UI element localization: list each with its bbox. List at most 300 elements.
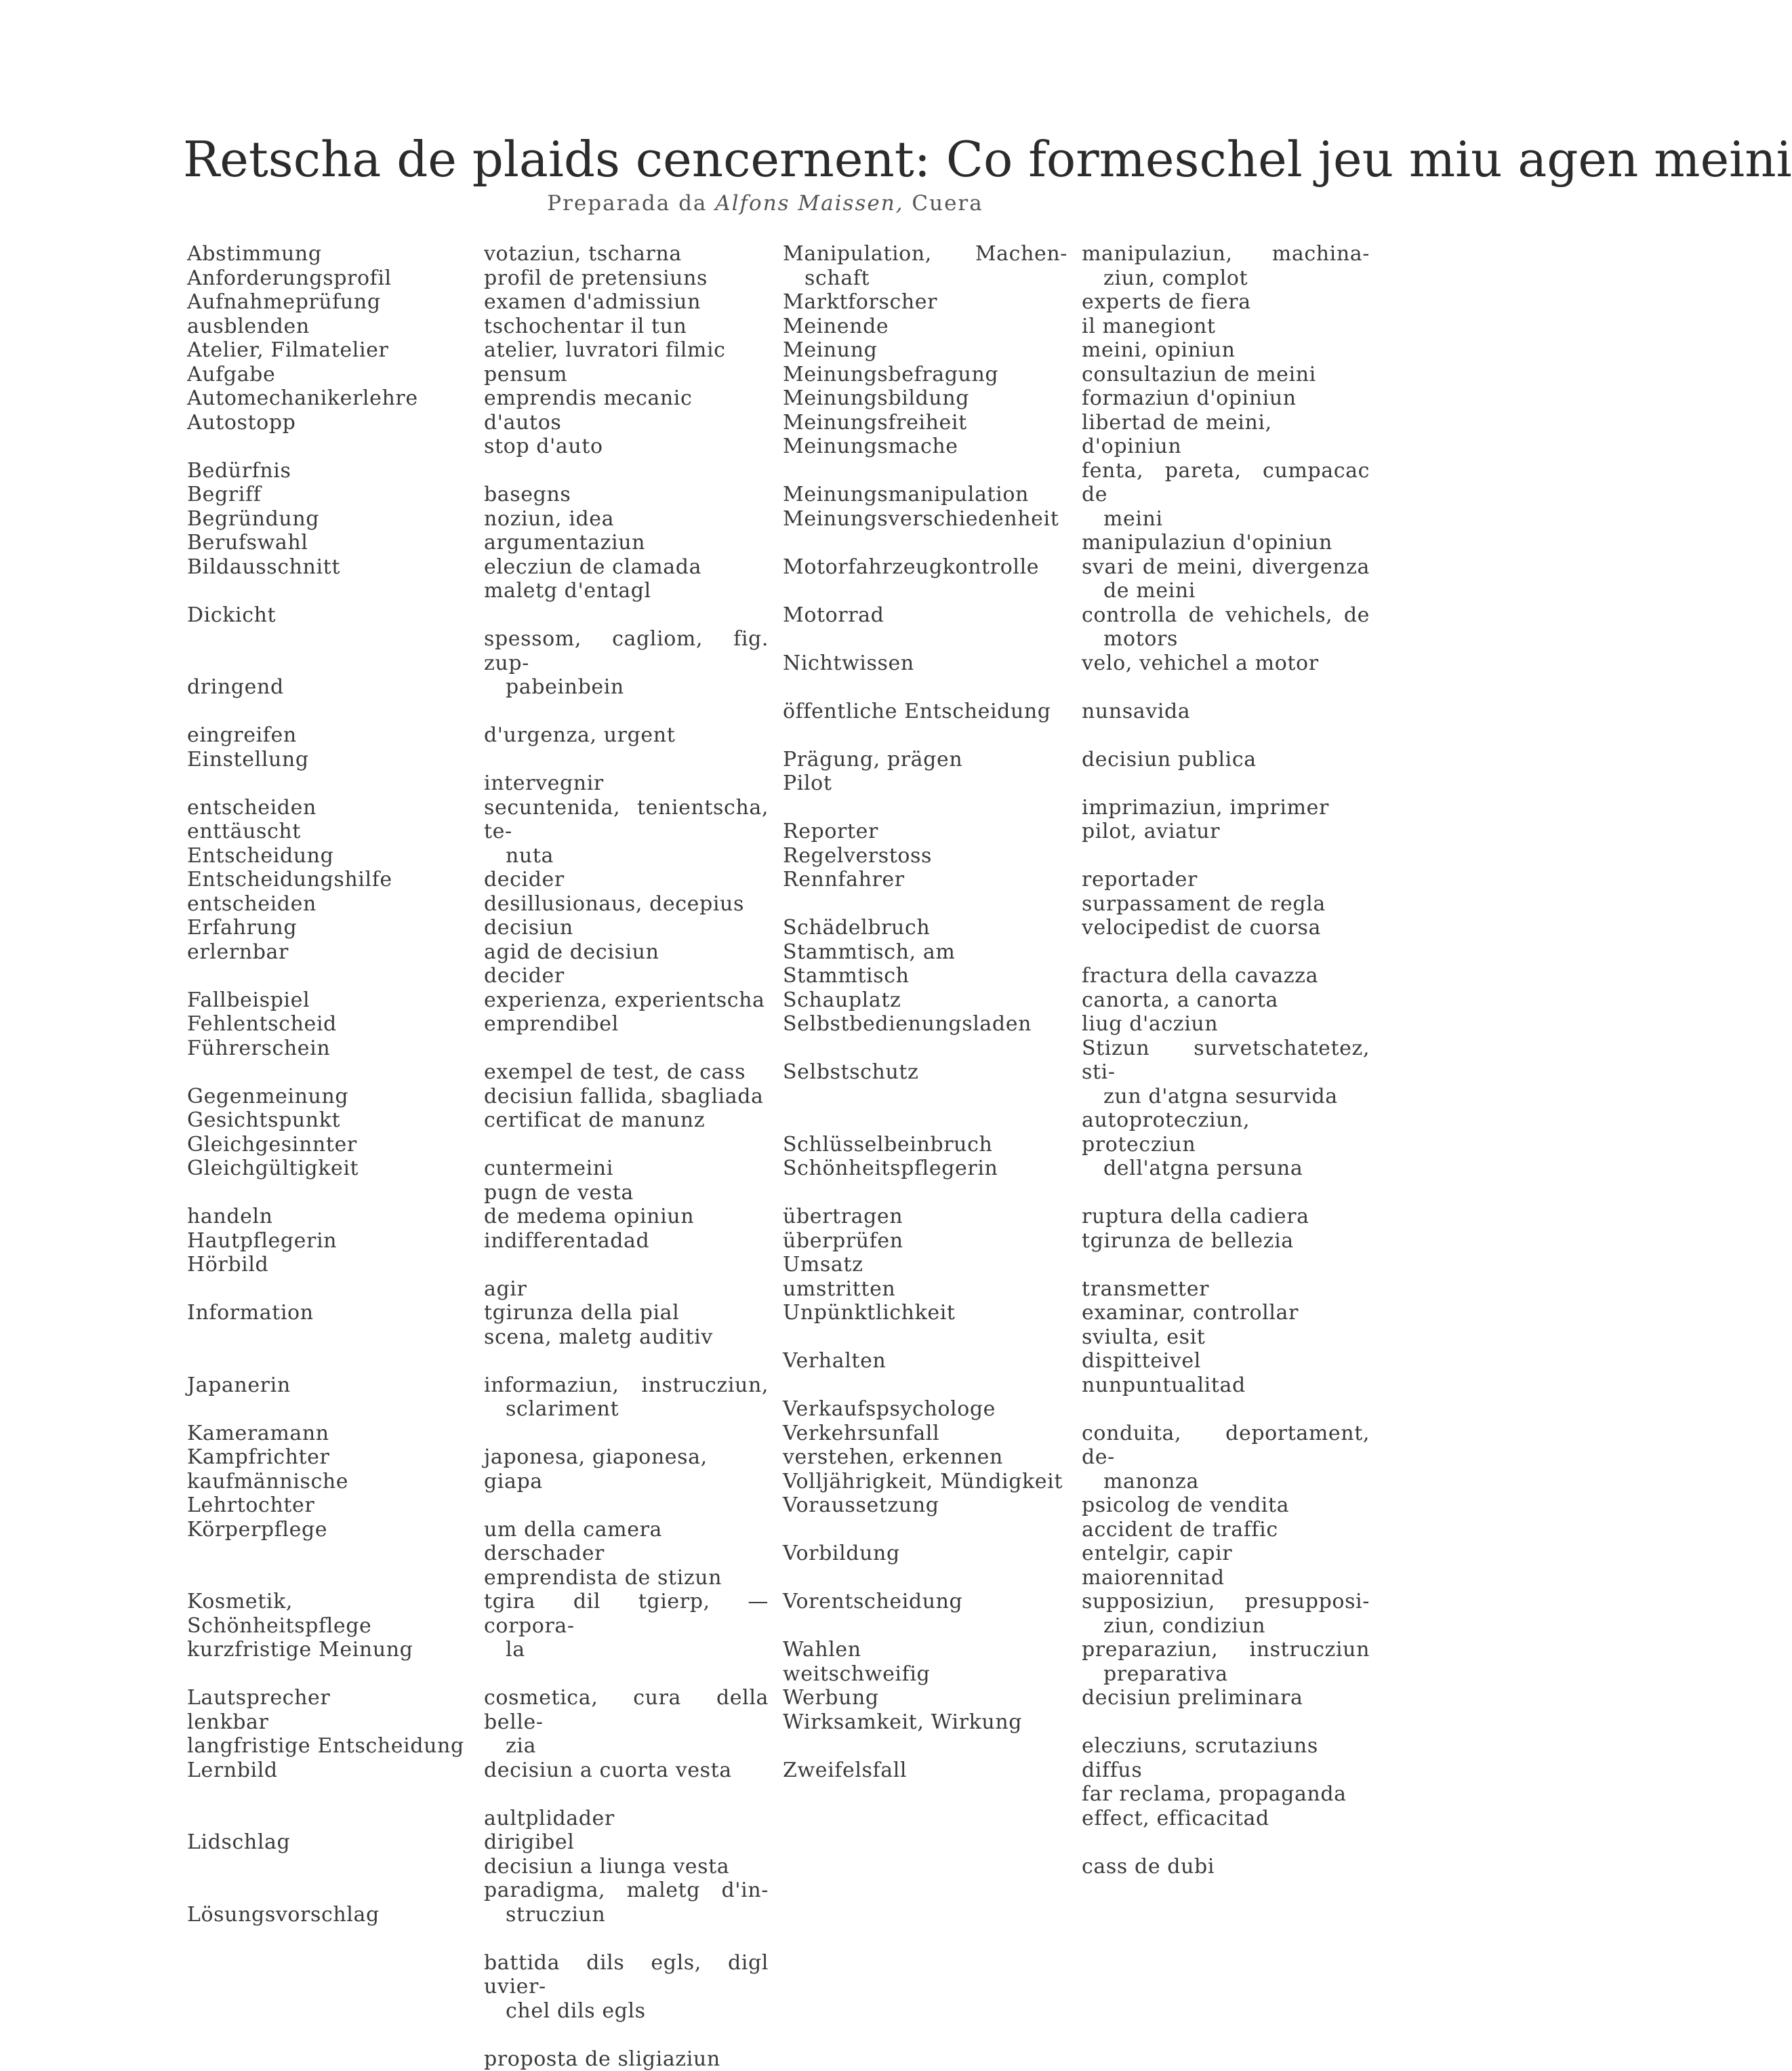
term-line: Lautsprecher: [187, 1686, 472, 1710]
romansh-term: [484, 868, 769, 892]
term-line: dispitteivel: [1082, 1349, 1370, 1373]
term-line: Motorfahrzeugkontrolle: [783, 555, 1067, 580]
term-line: Meinungsmanipulation: [783, 483, 1067, 507]
term-line: proposta de sligiaziun: [484, 2047, 769, 2071]
section-gap: [783, 627, 1067, 651]
romansh-term: [484, 1518, 769, 1542]
romansh-term: [1082, 1229, 1370, 1253]
term-line: Selbstschutz: [783, 1060, 1067, 1085]
term-line: Fehlentscheid: [187, 1012, 472, 1037]
term-line: spessom, cagliom, fig. zup-: [484, 627, 769, 675]
romansh-term: [1082, 964, 1370, 988]
term-line: Dickicht: [187, 603, 472, 628]
german-term: [187, 940, 472, 965]
term-line: Marktforscher: [783, 290, 1067, 315]
romansh-term: [1082, 748, 1370, 772]
romansh-term: [484, 1566, 769, 1590]
term-line: fenta, pareta, cumpacac de: [1082, 459, 1370, 507]
term-line: manipulaziun, machina-: [1082, 242, 1370, 266]
romansh-term: [1082, 1037, 1370, 1109]
term-line: stop d'auto: [484, 435, 769, 459]
german-term: [187, 1903, 472, 1927]
romansh-term: [484, 1060, 769, 1085]
term-continuation: chel dils egls: [484, 1999, 769, 2024]
term-line: secuntenida, tenientscha, te-: [484, 796, 769, 844]
term-line: Zweifelsfall: [783, 1758, 1067, 1783]
german-term: [783, 603, 1067, 628]
term-line: nunsavida: [1082, 700, 1370, 724]
term-continuation: motors: [1082, 627, 1370, 651]
term-line: examen d'admissiun: [484, 290, 769, 315]
section-gap: [783, 1108, 1067, 1133]
term-line: tschochentar il tun: [484, 315, 769, 339]
section-gap: [1082, 940, 1370, 965]
german-term: [187, 531, 472, 555]
german-term: [783, 1686, 1067, 1710]
romansh-term: [1082, 315, 1370, 339]
german-term: [187, 315, 472, 339]
romansh-term: [484, 627, 769, 700]
section-gap: [187, 1397, 472, 1422]
romansh-term: [1082, 868, 1370, 892]
term-line: pilot, aviatur: [1082, 820, 1370, 844]
term-line: Abstimmung: [187, 242, 472, 266]
term-line: agir: [484, 1277, 769, 1302]
german-term: [187, 1157, 472, 1181]
term-line: Werbung: [783, 1686, 1067, 1710]
german-term: [187, 868, 472, 892]
german-term: [187, 1037, 472, 1061]
term-line: Führerschein: [187, 1037, 472, 1061]
term-line: Kosmetik, Schönheitspflege: [187, 1590, 472, 1638]
romansh-term: [484, 1012, 769, 1037]
term-line: meini, opiniun: [1082, 338, 1370, 363]
term-line: Meinungsverschiedenheit: [783, 507, 1067, 531]
romansh-term: [484, 315, 769, 339]
german-term: [187, 1638, 472, 1662]
term-line: decisiun fallida, sbagliada: [484, 1085, 769, 1109]
term-continuation: zun d'atgna sesurvida: [1082, 1085, 1370, 1109]
romansh-term: [1082, 988, 1370, 1013]
german-term: [783, 1758, 1067, 1783]
term-line: Meinungsbefragung: [783, 363, 1067, 387]
german-term: [187, 1133, 472, 1157]
term-line: Kameramann: [187, 1422, 472, 1446]
german-term: [187, 386, 472, 411]
term-line: accident de traffic: [1082, 1518, 1370, 1542]
term-line: nunpuntualitad: [1082, 1373, 1370, 1398]
section-gap: [187, 964, 472, 988]
term-line: Anforderungsprofil: [187, 266, 472, 291]
romansh-term: [1082, 1734, 1370, 1758]
section-gap: [1082, 771, 1370, 796]
term-line: dringend: [187, 675, 472, 700]
romansh-term: [484, 507, 769, 531]
term-line: informaziun, instrucziun,: [484, 1373, 769, 1398]
term-line: Gesichtspunkt: [187, 1108, 472, 1133]
term-line: decider: [484, 964, 769, 988]
romansh-term: [1082, 1542, 1370, 1566]
term-line: intervegnir: [484, 771, 769, 796]
german-term: [783, 1301, 1067, 1325]
romansh-term: [1082, 1205, 1370, 1229]
page-subtitle: [0, 191, 1530, 216]
term-line: Entscheidung: [187, 844, 472, 868]
german-term: [783, 290, 1067, 315]
term-line: Schädelbruch: [783, 916, 1067, 940]
term-line: consultaziun de meini: [1082, 363, 1370, 387]
term-line: öffentliche Entscheidung: [783, 700, 1067, 724]
term-line: ausblenden: [187, 315, 472, 339]
romansh-term: [484, 531, 769, 555]
term-line: il manegiont: [1082, 315, 1370, 339]
romansh-term: [484, 1878, 769, 1927]
german-term: [783, 315, 1067, 339]
german-term: [783, 1133, 1067, 1157]
term-line: aultplidader: [484, 1807, 769, 1831]
section-gap: [783, 1734, 1067, 1758]
section-gap: [484, 1927, 769, 1951]
german-term: [783, 386, 1067, 411]
term-line: Schauplatz: [783, 988, 1067, 1013]
term-line: reportader: [1082, 868, 1370, 892]
german-term: [783, 651, 1067, 676]
german-column-right: [783, 242, 1067, 1782]
romansh-term: [484, 1951, 769, 2024]
section-gap: [484, 1493, 769, 1518]
german-term: [187, 1470, 472, 1518]
romansh-term: [484, 964, 769, 988]
term-line: certificat de manunz: [484, 1108, 769, 1133]
term-line: de medema opiniun: [484, 1205, 769, 1229]
german-term: [187, 363, 472, 387]
german-term: [187, 988, 472, 1013]
section-gap: [783, 1325, 1067, 1350]
term-line: Verkaufspsychologe: [783, 1397, 1067, 1422]
term-line: libertad de meini, d'opiniun: [1082, 411, 1370, 459]
romansh-term: [484, 579, 769, 603]
term-line: umstritten: [783, 1277, 1067, 1302]
term-line: surpassament de regla: [1082, 892, 1370, 917]
term-line: Automechanikerlehre: [187, 386, 472, 411]
section-gap: [783, 675, 1067, 700]
term-line: Nichtwissen: [783, 651, 1067, 676]
term-line: erlernbar: [187, 940, 472, 965]
term-line: transmetter: [1082, 1277, 1370, 1302]
romansh-term: [1082, 651, 1370, 676]
romansh-term: [484, 483, 769, 507]
term-line: battida dils egls, digl uvier-: [484, 1951, 769, 1999]
german-term: [187, 1830, 472, 1878]
german-term: [187, 507, 472, 531]
term-line: formaziun d'opiniun: [1082, 386, 1370, 411]
term-line: cuntermeini: [484, 1157, 769, 1181]
term-line: Wahlen: [783, 1638, 1067, 1662]
term-line: Reporter: [783, 820, 1067, 844]
term-line: cass de dubi: [1082, 1855, 1370, 1879]
romansh-term: [1082, 1493, 1370, 1518]
term-line: Stizun survetschatetez, sti-: [1082, 1037, 1370, 1085]
term-line: Meinungsfreiheit: [783, 411, 1067, 435]
romansh-term: [1082, 1277, 1370, 1302]
section-gap: [484, 1037, 769, 1061]
term-line: tgira dil tgierp, — corpora-: [484, 1590, 769, 1638]
term-line: entelgir, capir: [1082, 1542, 1370, 1566]
term-line: weitschweifig: [783, 1662, 1067, 1687]
romansh-term: [1082, 1108, 1370, 1181]
term-line: diffus: [1082, 1758, 1370, 1783]
term-line: Aufgabe: [187, 363, 472, 387]
term-continuation: nuta: [484, 844, 769, 868]
term-continuation: de meini: [1082, 579, 1370, 603]
german-term: [783, 555, 1067, 603]
section-gap: [187, 1349, 472, 1373]
term-line: fractura della cavazza: [1082, 964, 1370, 988]
german-column-left: [187, 242, 472, 1927]
german-term: [187, 1422, 472, 1446]
section-gap: [1082, 1253, 1370, 1277]
term-line: eingreifen: [187, 723, 472, 748]
term-line: Manipulation, Machen-: [783, 242, 1067, 266]
section-gap: [484, 2023, 769, 2047]
term-line: maletg d'entagl: [484, 579, 769, 603]
romansh-term: [484, 1157, 769, 1181]
romansh-term: [484, 892, 769, 917]
german-term: [187, 1518, 472, 1566]
section-gap: [187, 1878, 472, 1903]
romansh-term: [1082, 1758, 1370, 1783]
romansh-term: [1082, 820, 1370, 844]
german-term: [783, 700, 1067, 724]
section-gap: [187, 579, 472, 603]
term-line: basegns: [484, 483, 769, 507]
term-line: Vorentscheidung: [783, 1590, 1067, 1614]
term-line: derschader: [484, 1542, 769, 1566]
romansh-term: [1082, 338, 1370, 363]
term-continuation: manonza: [1082, 1470, 1370, 1494]
german-term: [783, 1445, 1067, 1470]
german-term: [783, 1277, 1067, 1302]
term-line: Bildausschnitt: [187, 555, 472, 580]
term-line: Japanerin: [187, 1373, 472, 1398]
romansh-term: [1082, 411, 1370, 459]
term-line: supposiziun, presupposi-: [1082, 1590, 1370, 1614]
romansh-term: [484, 1686, 769, 1758]
romansh-term: [484, 266, 769, 291]
german-term: [187, 723, 472, 748]
romansh-term: [1082, 700, 1370, 724]
term-line: Meinungsmache: [783, 435, 1067, 459]
romansh-term: [1082, 1301, 1370, 1325]
term-line: Selbstbedienungsladen: [783, 1012, 1067, 1037]
german-term: [187, 1710, 472, 1735]
german-term: [783, 1542, 1067, 1590]
german-term: [187, 1590, 472, 1638]
german-term: [783, 1349, 1067, 1397]
german-term: [187, 1445, 472, 1470]
romansh-term: [1082, 386, 1370, 411]
german-term: [783, 1710, 1067, 1735]
romansh-term: [1082, 1807, 1370, 1831]
term-continuation: la: [484, 1638, 769, 1662]
term-line: Berufswahl: [187, 531, 472, 555]
term-continuation: dell'atgna persuna: [1082, 1157, 1370, 1181]
romansh-term: [484, 1205, 769, 1229]
term-line: velo, vehichel a motor: [1082, 651, 1370, 676]
term-line: Fallbeispiel: [187, 988, 472, 1013]
german-term: [783, 1422, 1067, 1446]
term-line: elecziuns, scrutaziuns: [1082, 1734, 1370, 1758]
romansh-term: [1082, 892, 1370, 917]
term-line: atelier, luvratori filmic: [484, 338, 769, 363]
section-gap: [484, 1782, 769, 1807]
romansh-term: [1082, 796, 1370, 820]
section-gap: [484, 1662, 769, 1687]
romansh-term: [1082, 363, 1370, 387]
german-term: [187, 338, 472, 363]
german-term: [783, 748, 1067, 772]
subtitle-prefix: Preparada da: [547, 191, 707, 216]
romansh-term: [484, 2047, 769, 2071]
german-term: [187, 1012, 472, 1037]
romansh-term: [484, 1181, 769, 1205]
romansh-term: [484, 386, 769, 435]
term-line: langfristige Entscheidung: [187, 1734, 472, 1758]
term-line: Einstellung: [187, 748, 472, 772]
romansh-term: [1082, 1566, 1370, 1590]
term-line: Entscheidungshilfe: [187, 868, 472, 892]
term-continuation: meini: [1082, 507, 1370, 531]
romansh-term: [1082, 242, 1370, 290]
german-term: [783, 435, 1067, 483]
german-term: [187, 1686, 472, 1710]
term-line: svari de meini, divergenza: [1082, 555, 1370, 580]
term-line: kaufmännische Lehrtochter: [187, 1470, 472, 1518]
romansh-term: [484, 771, 769, 796]
page-title: Retscha de plaids cencernent: Co formeschel jeu miu agen meini: [183, 133, 1376, 186]
romansh-term: [484, 940, 769, 965]
section-gap: [783, 892, 1067, 917]
term-line: Erfahrung: [187, 916, 472, 940]
term-line: überprüfen: [783, 1229, 1067, 1253]
romansh-term: [1082, 1686, 1370, 1710]
romansh-term: [1082, 1590, 1370, 1638]
german-term: [783, 844, 1067, 868]
term-line: liug d'acziun: [1082, 1012, 1370, 1037]
romansh-term: [484, 363, 769, 387]
term-continuation: preparativa: [1082, 1662, 1370, 1687]
romansh-term: [484, 1807, 769, 1831]
romansh-term: [1082, 1782, 1370, 1807]
term-line: kurzfristige Meinung: [187, 1638, 472, 1662]
romansh-term: [484, 1542, 769, 1566]
german-term: [783, 820, 1067, 844]
german-term: [783, 868, 1067, 892]
section-gap: [187, 435, 472, 459]
term-line: Wirksamkeit, Wirkung: [783, 1710, 1067, 1735]
german-term: [187, 916, 472, 940]
term-line: Atelier, Filmatelier: [187, 338, 472, 363]
section-gap: [187, 1181, 472, 1205]
romansh-term: [1082, 290, 1370, 315]
term-line: tgirunza della pial: [484, 1301, 769, 1325]
term-line: Pilot: [783, 771, 1067, 796]
term-line: Verkehrsunfall: [783, 1422, 1067, 1446]
term-line: sviulta, esit: [1082, 1325, 1370, 1350]
term-line: Hautpflegerin: [187, 1229, 472, 1253]
term-line: Information: [187, 1301, 472, 1325]
german-term: [187, 1253, 472, 1277]
german-term: [783, 940, 1067, 988]
term-line: Stammtisch, am Stammtisch: [783, 940, 1067, 988]
term-line: Meinung: [783, 338, 1067, 363]
term-line: Unpünktlichkeit: [783, 1301, 1067, 1325]
section-gap: [187, 1277, 472, 1302]
german-term: [783, 1638, 1067, 1662]
romansh-term: [484, 1108, 769, 1133]
section-gap: [783, 723, 1067, 748]
romansh-term: [1082, 1325, 1370, 1350]
romansh-term: [484, 1830, 769, 1855]
term-line: preparaziun, instrucziun: [1082, 1638, 1370, 1662]
term-line: cosmetica, cura della belle-: [484, 1686, 769, 1734]
term-line: exempel de test, de cass: [484, 1060, 769, 1085]
term-line: conduita, deportament, de-: [1082, 1422, 1370, 1470]
german-term: [783, 411, 1067, 435]
section-gap: [1082, 675, 1370, 700]
subtitle-place: Cuera: [912, 191, 983, 216]
german-term: [187, 1085, 472, 1109]
term-line: Motorrad: [783, 603, 1067, 628]
term-line: handeln: [187, 1205, 472, 1229]
romansh-term: [484, 435, 769, 459]
term-line: velocipedist de cuorsa: [1082, 916, 1370, 940]
german-term: [187, 1205, 472, 1229]
romansh-term: [484, 1301, 769, 1325]
romansh-term: [1082, 531, 1370, 555]
term-line: Voraussetzung: [783, 1493, 1067, 1518]
term-line: emprendibel: [484, 1012, 769, 1037]
term-line: decisiun publica: [1082, 748, 1370, 772]
german-term: [783, 1205, 1067, 1229]
term-line: enttäuscht: [187, 820, 472, 844]
term-line: desillusionaus, decepius: [484, 892, 769, 917]
german-term: [783, 1012, 1067, 1060]
romansh-term: [484, 723, 769, 748]
term-line: Aufnahmeprüfung: [187, 290, 472, 315]
section-gap: [783, 796, 1067, 820]
german-term: [187, 411, 472, 435]
romansh-term: [484, 242, 769, 266]
romansh-term: [484, 1373, 769, 1422]
romansh-term: [484, 290, 769, 315]
section-gap: [484, 1422, 769, 1446]
german-term: [187, 1229, 472, 1253]
term-line: experts de fiera: [1082, 290, 1370, 315]
term-line: Körperpflege: [187, 1518, 472, 1542]
german-term: [187, 892, 472, 917]
term-line: übertragen: [783, 1205, 1067, 1229]
section-gap: [187, 700, 472, 724]
german-term: [187, 1758, 472, 1807]
german-term: [783, 1229, 1067, 1253]
term-line: Lernbild: [187, 1758, 472, 1783]
romansh-term: [1082, 1422, 1370, 1494]
term-line: Kampfrichter: [187, 1445, 472, 1470]
german-term: [783, 988, 1067, 1013]
romansh-term: [1082, 555, 1370, 603]
term-line: autoprotecziun, protecziun: [1082, 1108, 1370, 1157]
